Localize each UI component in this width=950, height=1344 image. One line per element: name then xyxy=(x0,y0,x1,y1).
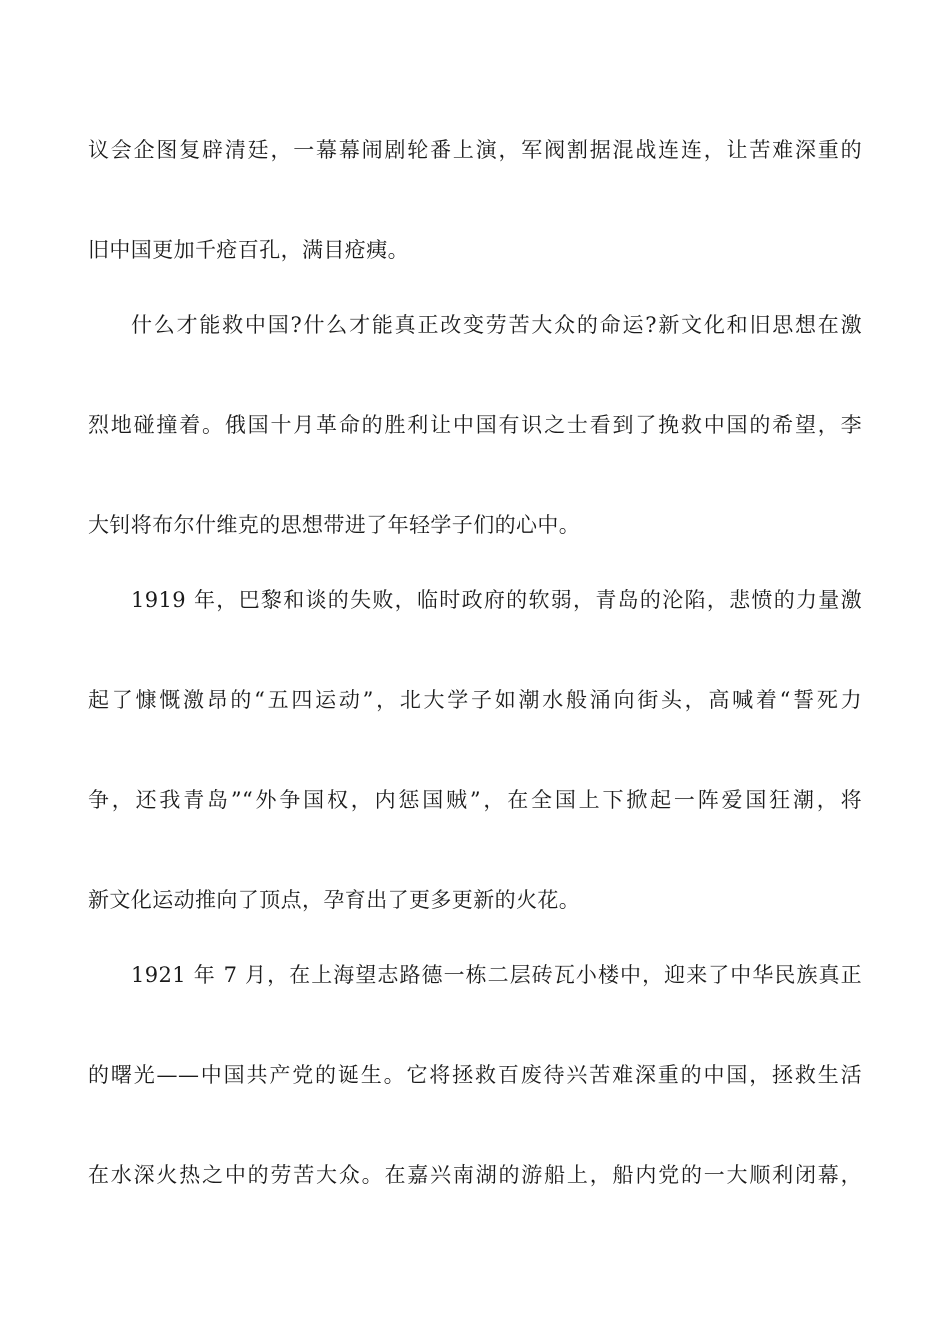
paragraph-3-line-3: 争，还我青岛”“外争国权，内惩国贼”，在全国上下掀起一阵爱国狂潮，将 xyxy=(88,788,862,812)
paragraph-2-line-2: 烈地碰撞着。俄国十月革命的胜利让中国有识之士看到了挽救中国的希望，李 xyxy=(88,413,862,437)
paragraph-4-line-3: 在水深火热之中的劳苦大众。在嘉兴南湖的游船上，船内党的一大顺利闭幕， xyxy=(88,1163,862,1187)
paragraph-2-line-1: 什么才能救中国?什么才能真正改变劳苦大众的命运?新文化和旧思想在激 xyxy=(131,313,862,337)
paragraph-3-line-4: 新文化运动推向了顶点，孕育出了更多更新的火花。 xyxy=(88,888,581,912)
paragraph-1-line-1: 议会企图复辟清廷，一幕幕闹剧轮番上演，军阀割据混战连连，让苦难深重的 xyxy=(88,138,862,162)
paragraph-2-line-3: 大钊将布尔什维克的思想带进了年轻学子们的心中。 xyxy=(88,513,581,537)
paragraph-1-line-2: 旧中国更加千疮百孔，满目疮痍。 xyxy=(88,238,409,262)
paragraph-4-line-1: 1921 年 7 月，在上海望志路德一栋二层砖瓦小楼中，迎来了中华民族真正 xyxy=(131,963,862,987)
paragraph-3-line-1: 1919 年，巴黎和谈的失败，临时政府的软弱，青岛的沦陷，悲愤的力量激 xyxy=(131,588,862,612)
paragraph-3-line-2: 起了慷慨激昂的“五四运动”，北大学子如潮水般涌向街头，高喊着“誓死力 xyxy=(88,688,862,712)
paragraph-4-line-2: 的曙光——中国共产党的诞生。它将拯救百废待兴苦难深重的中国，拯救生活 xyxy=(88,1063,862,1087)
